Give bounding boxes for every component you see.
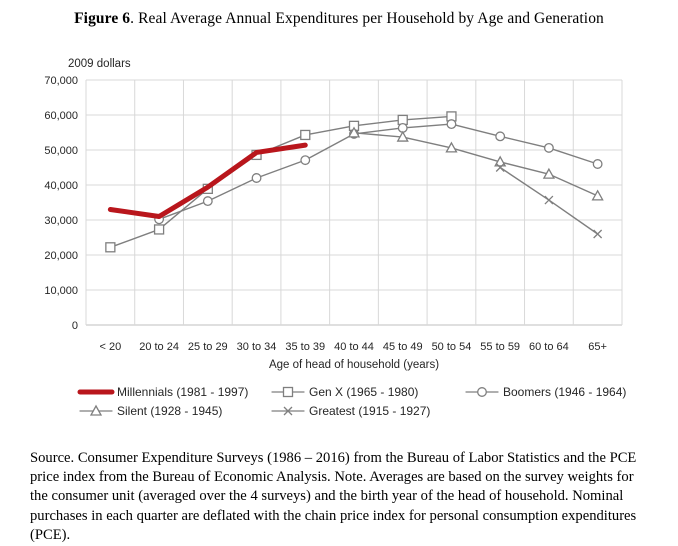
legend-item-greatest	[272, 404, 430, 418]
series-marker-silent	[593, 191, 603, 200]
y-axis-unit-label: 2009 dollars	[68, 58, 131, 70]
figure-title	[0, 10, 678, 28]
y-tick-label: 20,000	[44, 250, 78, 262]
series-marker-greatest	[594, 230, 602, 238]
x-tick-label: 35 to 39	[285, 341, 326, 353]
y-tick-label: 0	[71, 320, 78, 332]
legend-item-boomers	[466, 385, 626, 399]
legend-circle-icon	[478, 388, 487, 397]
x-tick-label: 45 to 49	[382, 341, 423, 353]
y-tick-label: 40,000	[44, 180, 78, 192]
x-axis-title: Age of head of household (years)	[268, 359, 440, 371]
legend-label: Silent (1928 - 1945)	[117, 404, 223, 418]
series-marker-boomers	[204, 197, 213, 206]
chart-figure	[0, 52, 678, 424]
series-marker-boomers	[447, 120, 456, 129]
x-tick-label: 30 to 34	[236, 341, 277, 353]
x-tick-label: 40 to 44	[334, 341, 374, 353]
x-tick-label: 25 to 29	[187, 341, 228, 353]
legend-label: Boomers (1946 - 1964)	[503, 385, 627, 399]
legend-label: Gen X (1965 - 1980)	[309, 385, 419, 399]
x-tick-label: 65+	[588, 341, 607, 353]
series-marker-gen	[301, 130, 310, 139]
series-marker-greatest	[545, 196, 553, 204]
y-tick-label: 60,000	[44, 110, 78, 122]
x-tick-label: < 20	[99, 341, 122, 353]
legend-item-millennials	[80, 385, 248, 399]
legend-label: Greatest (1915 - 1927)	[309, 404, 431, 418]
legend-item-gen	[272, 385, 418, 399]
legend-item-silent	[80, 404, 222, 418]
x-tick-label: 60 to 64	[529, 341, 569, 353]
x-tick-label: 50 to 54	[431, 341, 472, 353]
y-tick-label: 10,000	[44, 285, 78, 297]
y-tick-label: 70,000	[44, 75, 78, 87]
series-marker-gen	[106, 243, 115, 252]
series-marker-boomers	[301, 156, 310, 165]
y-tick-label: 30,000	[44, 215, 78, 227]
legend-square-icon	[284, 388, 293, 397]
source-note: Source. Consumer Expenditure Surveys (1986 – 2016) from the Bureau of Labor Statistics and the PCE price index from the Bureau of Economic Analysis. Note. Averages are based on the survey weights for the consumer unit (averaged over the 4 surveys) and the birth year of the head of household. Nominal purchases in each quarter are deflated with the chain price index for personal consumption expenditures (PCE).	[30, 449, 637, 544]
series-marker-boomers	[593, 160, 602, 169]
x-tick-label: 20 to 24	[139, 341, 179, 353]
series-marker-boomers	[496, 132, 505, 141]
x-tick-label: 55 to 59	[480, 341, 521, 353]
series-marker-boomers	[252, 174, 261, 183]
figure-number: Figure 6	[74, 10, 131, 27]
legend-label: Millennials (1981 - 1997)	[117, 385, 249, 399]
chart-svg	[0, 52, 678, 424]
series-marker-boomers	[545, 144, 554, 153]
series-marker-gen	[155, 225, 164, 234]
figure-title-text: . Real Average Annual Expenditures per Household by Age and Generation	[130, 10, 604, 27]
y-tick-label: 50,000	[44, 145, 78, 157]
